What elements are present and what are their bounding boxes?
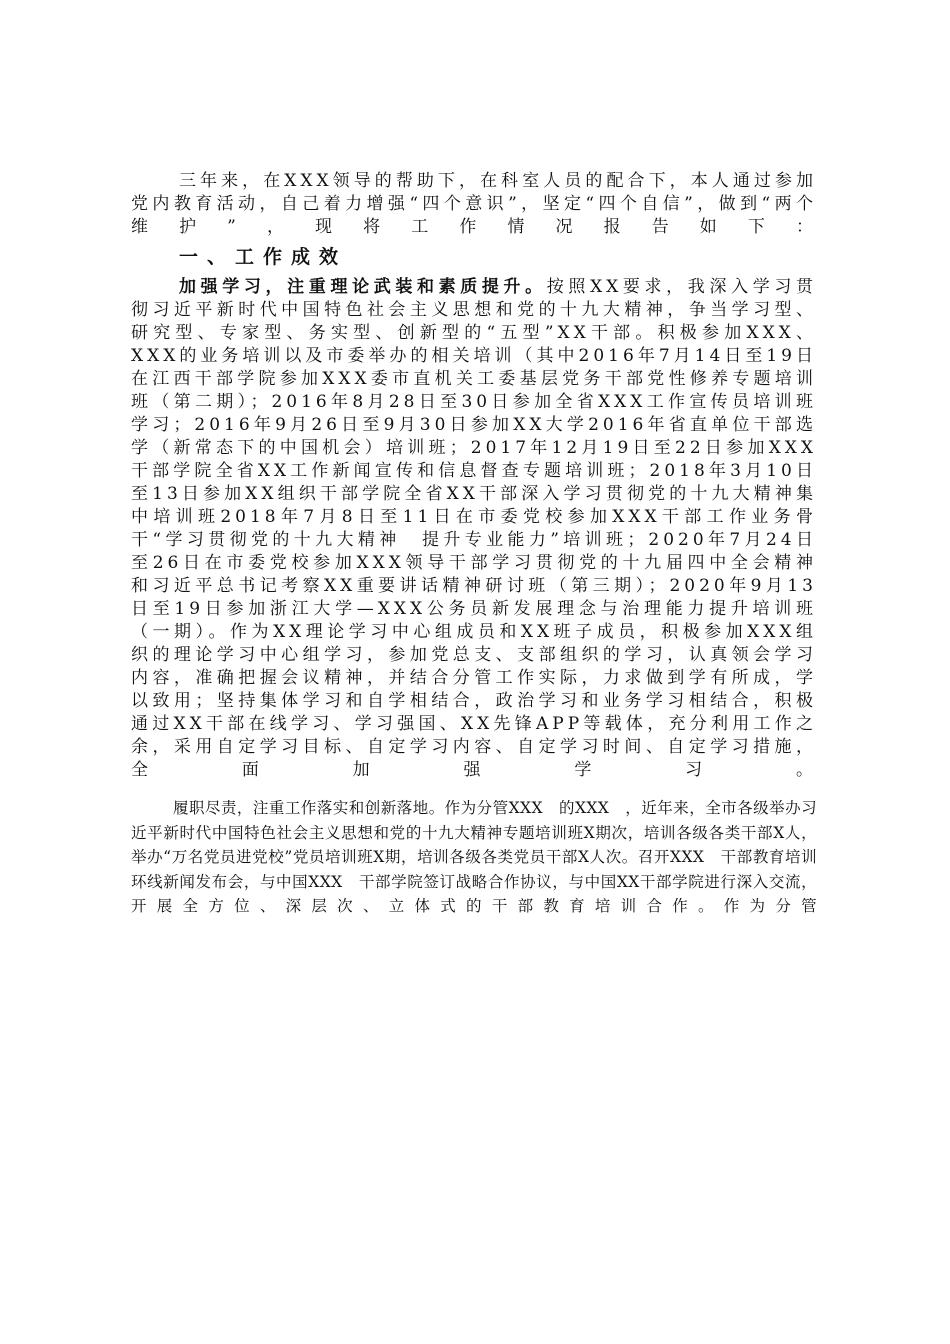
duty-paragraph: 履职尽责，注重工作落实和创新落地。作为分管XXX 的XXX ，近年来，全市各级举办习近平新时代中国特色社会主义思想和党的十九大精神专题培训班X期次，培训各级各类干部X人，举办“万名党员进党校”党员培训班X期，培训各级各类党员干部X人次。召开XXX 干部教育培训环线新闻发布会，与中国XXX 干部学院签订战略合作协议，与中国XX干部学院进行深入交流，开展全方位、深层次、立体式的干部教育培训合作。作为分管: [131, 799, 817, 915]
section-heading: 一、工作成效: [179, 246, 348, 268]
document-page: [131, 170, 817, 919]
intro-paragraph: 三年来，在XXX领导的帮助下，在科室人员的配合下，本人通过参加党内教育活动，自己着力增强“四个意识”，坚定“四个自信”，做到“两个维护”，现将工作情况报告如下：: [131, 171, 817, 237]
study-paragraph: [131, 276, 817, 782]
study-paragraph-lead: 加强学习，注重理论武装和素质提升。: [179, 277, 547, 297]
study-paragraph-body: 按照XX要求，我深入学习贯彻习近平新时代中国特色社会主义思想和党的十九大精神，争当学习型、研究型、专家型、务实型、创新型的“五型”XX干部。积极参加XXX、XXX的业务培训以及市委举办的相关培训（其中2016年7月14日至19日在江西干部学院参加XXX委市直机关工委基层党务干部党性修养专题培训班（第二期）；2016年8月28日至30日参加全省XXX工作宣传员培训班学习；2016年9月26日至9月30日参加XX大学2016年省直单位干部选学（新常态下的中国机会）培训班；2017年12月19日至22日参加XXX干部学院全省XX工作新闻宣传和信息督查专题培训班；2018年3月10日至13日参加XX组织干部学院全省XX干部深入学习贯彻党的十九大精神集中培训班2018年7月8日至11日在市委党校参加XXX干部工作业务骨干“学习贯彻党的十九大精神 提升专业能力”培训班；2020年7月24日至26日在市委党校参加XXX领导干部学习贯彻党的十九届四中全会精神和习近平总书记考察XX重要讲话精神研讨班（第三期）；2020年9月13日至19日参加浙江大学—XXX公务员新发展理念与治理能力提升培训班（一期）。作为XX理论学习中心组成员和XX班子成员，积极参加XXX组织的理论学习中心组学习，参加党总支、支部组织的学习，认真领会学习内容，准确把握会议精神，并结合分管工作实际，力求做到学有所成，学以致用；坚持集体学习和自学相结合，政治学习和业务学习相结合，积极通过XX干部在线学习、学习强国、XX先锋APP等载体，充分利用工作之余，采用自定学习目标、自定学习内容、自定学习时间、自定学习措施，全面加强学习。: [131, 277, 817, 780]
